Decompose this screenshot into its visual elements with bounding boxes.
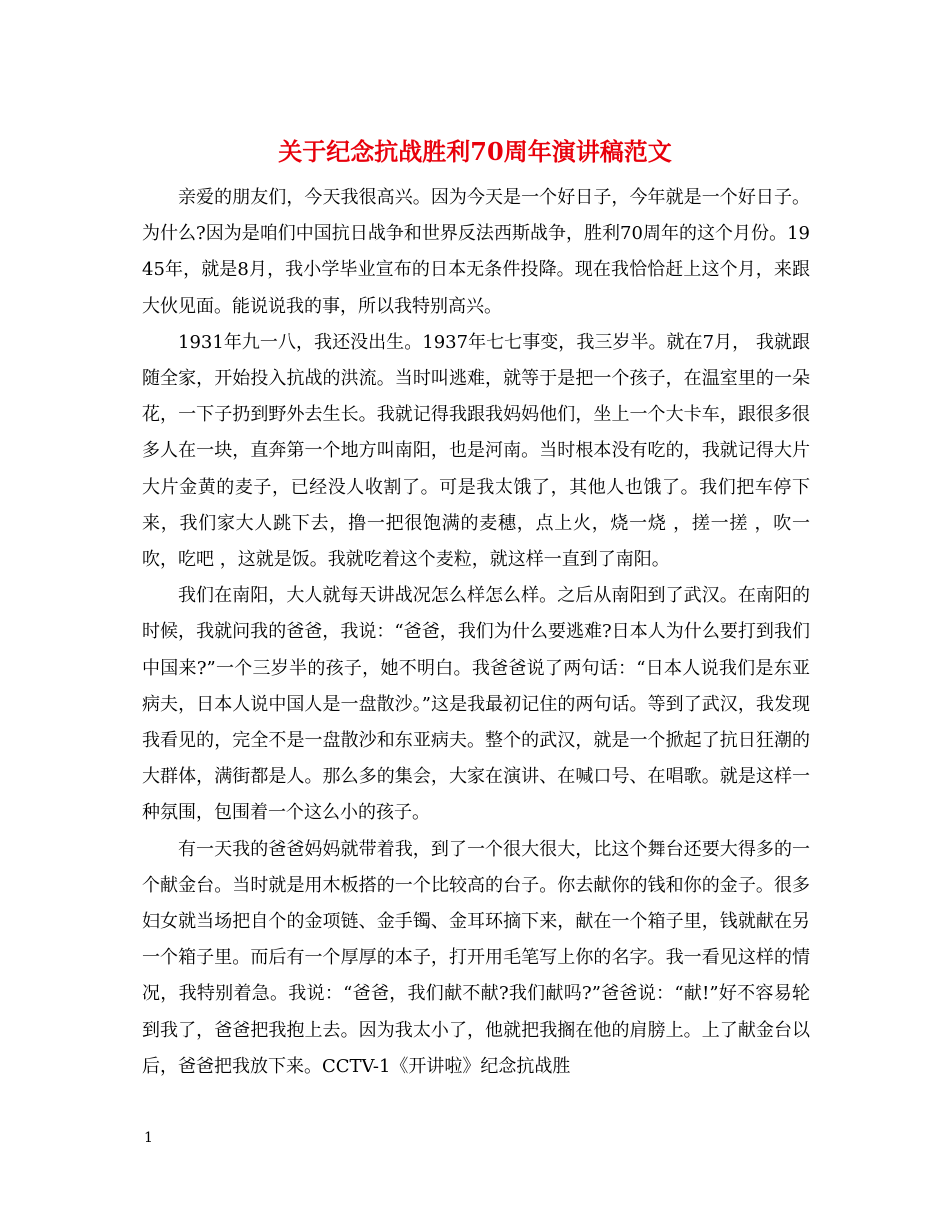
paragraph-3: 我们在南阳，大人就每天讲战况怎么样怎么样。之后从南阳到了武汉。在南阳的时候，我就问我的爸爸，我说：“爸爸，我们为什么要逃难?日本人为什么要打到我们中国来?”一个三岁半的孩子，她不明白。我爸爸说了两句话：“日本人说我们是东亚病夫，日本人说中国人是一盘散沙。”这是我最初记住的两句话。等到了武汉，我发现我看见的，完全不是一盘散沙和东亚病夫。整个的武汉，就是一个掀起了抗日狂潮的大群体，满街都是人。那么多的集会，大家在演讲、在喊口号、在唱歌。就是这样一种氛围，包围着一个这么小的孩子。 — [142, 585, 810, 824]
paragraph-2: 1931年九一八，我还没出生。1937年七七事变，我三岁半。就在7月， 我就跟随全家，开始投入抗战的洪流。当时叫逃难，就等于是把一个孩子，在温室里的一朵花，一下子扔到野外去生长。我就记得我跟我妈妈他们，坐上一个大卡车，跟很多很多人在一块，直奔第一个地方叫南阳，也是河南。当时根本没有吃的，我就记得大片大片金黄的麦子，已经没人收割了。可是我太饿了，其他人也饿了。我们把车停下来，我们家大人跳下去，撸一把很饱满的麦穗，点上火，烧一烧 ，搓一搓 ，吹一吹，吃吧 ，这就是饭。我就吃着这个麦粒，就这样一直到了南阳。 — [142, 331, 810, 571]
document-title: 关于纪念抗战胜利70周年演讲稿范文 — [278, 137, 672, 166]
page-number: 1 — [144, 1130, 153, 1146]
document-body — [142, 180, 810, 1085]
paragraph-4: 有一天我的爸爸妈妈就带着我，到了一个很大很大，比这个舞台还要大得多的一个献金台。当时就是用木板搭的一个比较高的台子。你去献你的钱和你的金子。很多妇女就当场把自个的金项链、金手镯、金耳环摘下来，献在一个箱子里，钱就献在另一个箱子里。而后有一个厚厚的本子，打开用毛笔写上你的名字。我一看见这样的情况，我特别着急。我说：“爸爸，我们献不献?我们献吗?”爸爸说：“献!”好不容易轮到我了，爸爸把我抱上去。因为我太小了，他就把我搁在他的肩膀上。上了献金台以后，爸爸把我放下来。CCTV-1《开讲啦》纪念抗战胜 — [142, 838, 810, 1077]
paragraph-1: 亲爱的朋友们，今天我很高兴。因为今天是一个好日子，今年就是一个好日子。为什么?因为是咱们中国抗日战争和世界反法西斯战争，胜利70周年的这个月份。1945年，就是8月，我小学毕业宣布的日本无条件投降。现在我恰恰赶上这个月，来跟大伙见面。能说说我的事，所以我特别高兴。 — [142, 187, 810, 317]
